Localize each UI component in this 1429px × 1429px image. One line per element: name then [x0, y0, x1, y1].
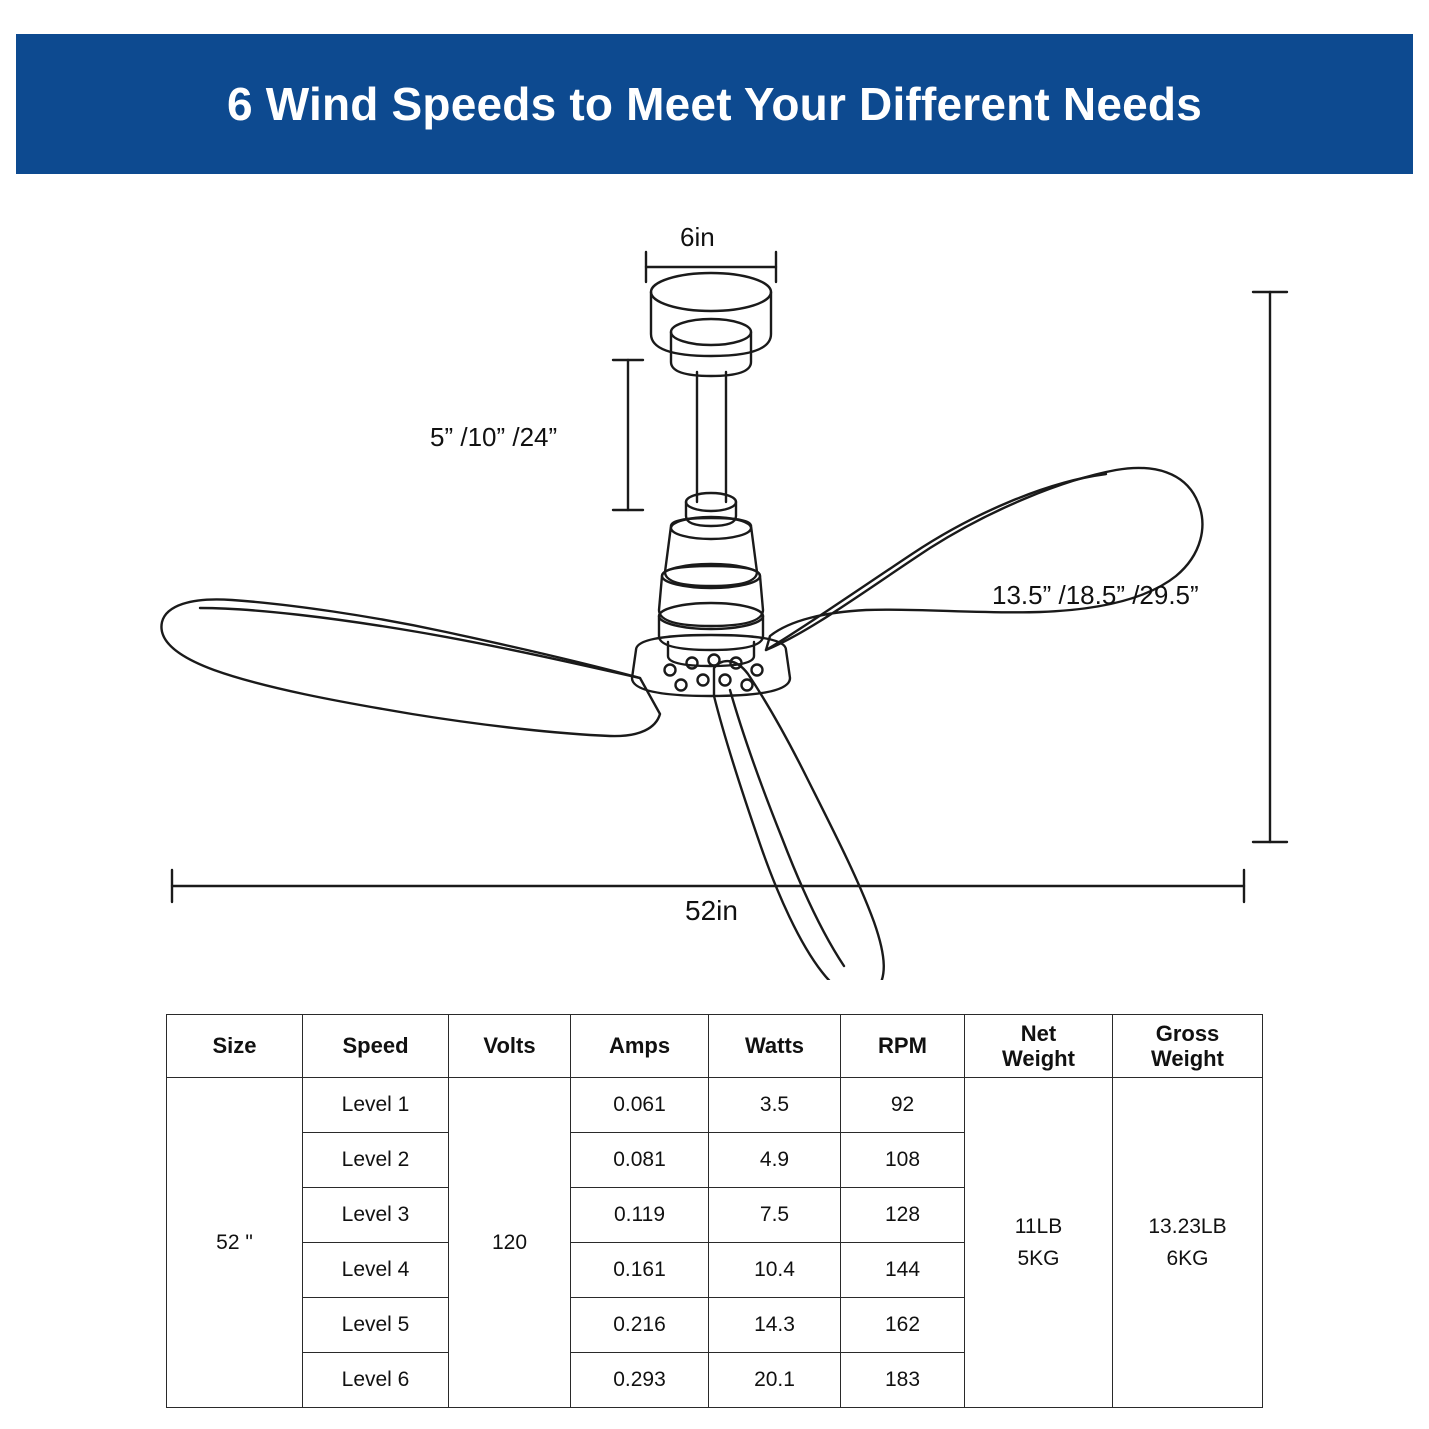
cell-speed: Level 1 [303, 1078, 449, 1133]
cell-rpm: 128 [841, 1188, 965, 1243]
cell-size: 52 " [167, 1078, 303, 1408]
cell-watts: 20.1 [709, 1353, 841, 1408]
net-weight-lb: 11LB [1014, 1215, 1063, 1238]
cell-speed: Level 6 [303, 1353, 449, 1408]
cell-watts: 10.4 [709, 1243, 841, 1298]
cell-watts: 7.5 [709, 1188, 841, 1243]
column-header-size: Size [167, 1015, 303, 1078]
cell-volts: 120 [449, 1078, 571, 1408]
fan-line-drawing [0, 180, 1429, 980]
column-header-speed: Speed [303, 1015, 449, 1078]
cell-rpm: 183 [841, 1353, 965, 1408]
column-header-net-weight [965, 1015, 1113, 1078]
downrod-dimension-label: 5” /10” /24” [430, 422, 558, 452]
net-weight-header-line1: Net [1020, 1020, 1057, 1046]
net-weight-kg: 5KG [1017, 1246, 1060, 1270]
spec-table [166, 1014, 1263, 1408]
cell-net-weight [965, 1078, 1113, 1408]
cell-amps: 0.293 [571, 1353, 709, 1408]
net-weight-header-line2: Weight [1002, 1046, 1075, 1071]
cell-rpm: 144 [841, 1243, 965, 1298]
column-header-rpm: RPM [841, 1015, 965, 1078]
height-dimension-label: 13.5” /18.5” /29.5” [992, 580, 1199, 610]
column-header-watts: Watts [709, 1015, 841, 1078]
spec-table-wrapper [166, 1014, 1262, 1408]
cell-rpm: 92 [841, 1078, 965, 1133]
cell-watts: 3.5 [709, 1078, 841, 1133]
gross-weight-kg: 6KG [1166, 1246, 1209, 1270]
table-row [167, 1078, 1263, 1133]
cell-amps: 0.216 [571, 1298, 709, 1353]
cell-speed: Level 5 [303, 1298, 449, 1353]
gross-weight-lb: 13.23LB [1148, 1215, 1227, 1238]
cell-watts: 14.3 [709, 1298, 841, 1353]
column-header-gross-weight [1113, 1015, 1263, 1078]
column-header-amps: Amps [571, 1015, 709, 1078]
column-header-volts: Volts [449, 1015, 571, 1078]
fan-dimension-diagram [0, 180, 1429, 980]
cell-gross-weight [1113, 1078, 1263, 1408]
header-banner [16, 34, 1413, 174]
top-dimension-label: 6in [680, 222, 715, 252]
cell-rpm: 108 [841, 1133, 965, 1188]
gross-weight-header-line2: Weight [1151, 1046, 1224, 1071]
cell-amps: 0.161 [571, 1243, 709, 1298]
cell-watts: 4.9 [709, 1133, 841, 1188]
gross-weight-header-line1: Gross [1155, 1020, 1220, 1046]
cell-amps: 0.081 [571, 1133, 709, 1188]
cell-speed: Level 3 [303, 1188, 449, 1243]
page-title: 6 Wind Speeds to Meet Your Different Needs [226, 78, 1202, 130]
cell-speed: Level 2 [303, 1133, 449, 1188]
table-header-row [167, 1015, 1263, 1078]
cell-speed: Level 4 [303, 1243, 449, 1298]
width-dimension-label: 52in [685, 895, 738, 926]
cell-rpm: 162 [841, 1298, 965, 1353]
cell-amps: 0.061 [571, 1078, 709, 1133]
cell-amps: 0.119 [571, 1188, 709, 1243]
